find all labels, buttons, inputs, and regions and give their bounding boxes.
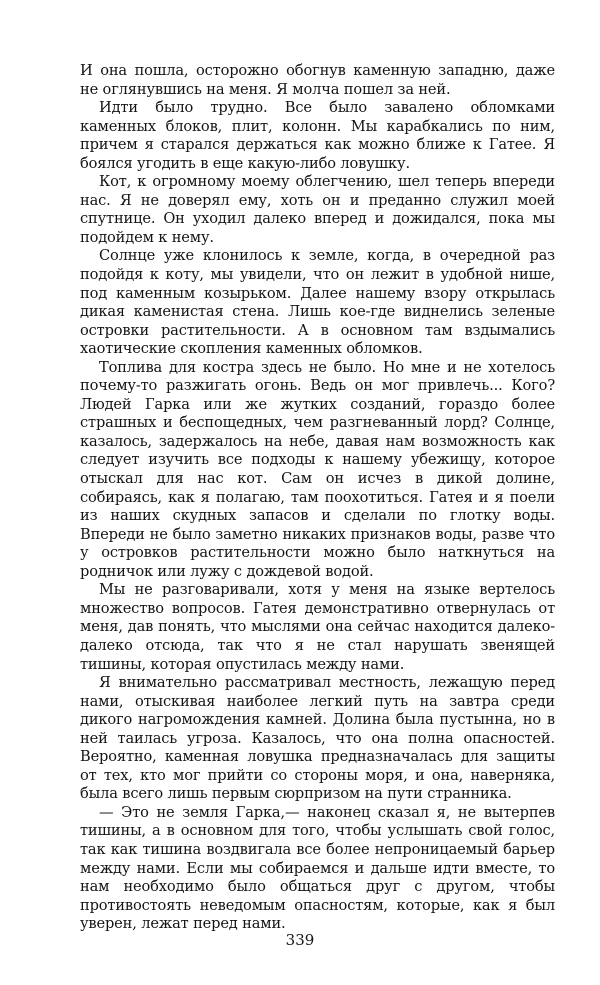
paragraph-5: Топлива для костра здесь не было. Но мне и не хотелось почему-то разжигать огонь. Ведь он мог привлечь... Кого? Людей Гарка или же жутких созданий, гораздо более страшных и беспощедных, чем разгневанный лорд? Солнце, казалось, задержалось на небе, давая нам возможность как следует изучить все подходы к нашему убежищу, которое отыскал для нас кот. Сам он исчез в дикой долине, собираясь, как я полагаю, там поохотиться. Гатея и я поели из наших скудных запасов и сделали по глотку воды. Впереди не было заметно никаких признаков воды, разве что у островков растительности можно было наткнуться на родничок или лужу с дождевой водой. xyxy=(80,358,555,580)
paragraph-6: Мы не разговаривали, хотя у меня на языке вертелось множество вопросов. Гатея демонстративно отвернулась от меня, дав понять, что мыслями она сейчас находится далеко-далеко отсюда, так что я не стал нарушать звенящей тишины, которая опустилась между нами. xyxy=(80,581,555,673)
paragraph-3: Кот, к огромному моему облегчению, шел теперь впереди нас. Я не доверял ему, хоть он и преданно служил моей спутнице. Он уходил далеко вперед и дожидался, пока мы подойдем к нему. xyxy=(80,173,555,246)
paragraph-8: — Это не земля Гарка,— наконец сказал я, не вытерпев тишины, а в основном для того, чтобы услышать свой голос, так как тишина воздвигала все более непроницаемый барьер между нами. Если мы собираемся и дальше идти вместе, то нам необходимо было общаться друг с другом, чтобы противостоять неведомым опасностям, которые, как я был уверен, лежат перед нами. xyxy=(80,803,555,933)
paragraph-4: Солнце уже клонилось к земле, когда, в очередной раз подойдя к коту, мы увидели, что он лежит в удобной нише, под каменным козырьком. Далее нашему взору открылась дикая каменистая стена. Лишь кое-где виднелись зеленые островки растительности. А в основном там вздымались хаотические скопления каменных обломков. xyxy=(80,247,555,358)
paragraph-2: Идти было трудно. Все было завалено обломками каменных блоков, плит, колонн. Мы карабкались по ним, причем я старался держаться как можно ближе к Гатее. Я боялся угодить в еще какую-либо ловушку. xyxy=(80,99,555,172)
paragraph-1: И она пошла, осторожно обогнув каменную западню, даже не оглянувшись на меня. Я молча пошел за ней. xyxy=(80,62,555,98)
paragraph-7: Я внимательно рассматривал местность, лежащую перед нами, отыскивая наиболее легкий путь на завтра среди дикого нагромождения камней. Долина была пустынна, но в ней таилась угроза. Казалось, что она полна опасностей. Вероятно, каменная ловушка предназначалась для защиты от тех, кто мог прийти со стороны моря, и она, наверняка, была всего лишь первым сюрпризом на пути странника. xyxy=(80,674,555,803)
book-page-body xyxy=(80,62,555,934)
page-number: 339 xyxy=(285,931,315,949)
